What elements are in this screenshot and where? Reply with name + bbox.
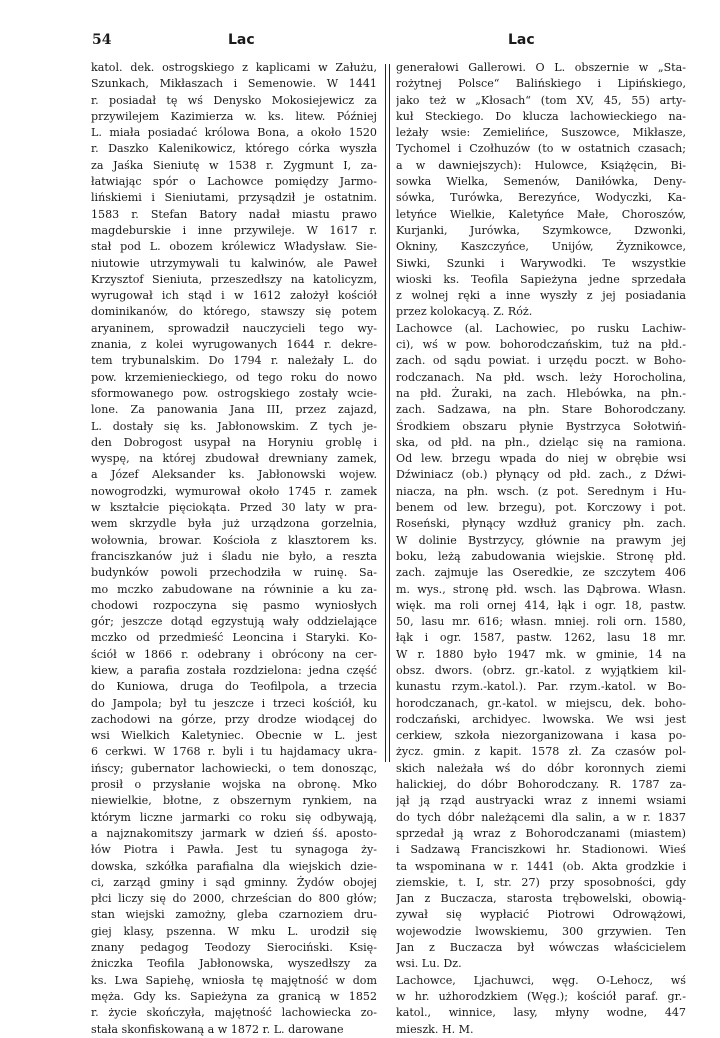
text-line: stała skonfiskowaną a w 1872 r. L. darowane (91, 1022, 344, 1036)
text-line: sformowanego pow. ostrogskiego zostały wcie- (91, 386, 377, 400)
text-line: rożytnej Polsce“ Balińskiego i Lipińskiego, (396, 77, 686, 91)
text-line: niewielkie, błotne, z obszernym rynkiem, na (91, 794, 377, 808)
text-line: L. miała posiadać królowa Bona, a około 1520 (91, 126, 377, 140)
text-line: Środkiem obszaru płynie Bystrzyca Sołotwiń- (396, 419, 686, 433)
text-line: boku, leżą zabudowania wiejskie. Stronę płd. (396, 549, 686, 563)
right-column (396, 60, 686, 1038)
text-line: wyrugował ich stąd i w 1612 założył kościół (91, 289, 377, 303)
text-line: lone. Za panowania Jana III, przez zajazd, (91, 403, 377, 417)
text-line: zach. zajmuje las Oseredkie, ze szczytem 406 (396, 566, 686, 580)
text-line: r. życie skończyła, majętność lachowiecka zo- (91, 1006, 377, 1020)
text-line: wyspę, na której zbudował drewniany zamek, (91, 452, 377, 466)
text-line: m. wys., stronę płd. wsch. las Dąbrowa. Własn. (396, 582, 686, 596)
text-line: wsi Wielkich Kaletyniec. Obecnie w L. jest (91, 729, 377, 743)
text-line: łów Piotra i Pawła. Jest tu synagoga ży- (91, 843, 377, 857)
text-line: prosił o przysłanie wojska na obronę. Mko (91, 778, 377, 792)
text-line: tem trybunalskim. Do 1794 r. należały L. do (91, 354, 377, 368)
text-line: Okniny, Kaszczyńce, Unijów, Żyznikowce, (396, 240, 686, 254)
text-line: Szunkach, Mikłaszach i Semenowie. W 1441 (91, 77, 377, 91)
text-line: a najznakomitszy jarmark w dzień śś. aposto- (91, 826, 377, 840)
text-line: płci liczy się do 2000, chrześcian do 800 głów; (91, 892, 377, 906)
text-line: więk. ma roli ornej 414, łąk i ogr. 18, pastw. (396, 598, 686, 612)
text-line: życz. gmin. z kapit. 1578 zł. Za czasów pol- (396, 745, 686, 759)
text-line: do Jampola; był tu jeszcze i trzeci kościół, ku (91, 696, 377, 710)
text-line: żniczka Teofila Jabłonowska, wyszedłszy za (91, 957, 377, 971)
text-line: chodowi rozpoczyna się pasmo wyniosłych (91, 598, 377, 612)
text-line: zachodowi na górze, przy drodze wiodącej do (91, 712, 377, 726)
page-header (0, 32, 720, 54)
text-line: ta wspominana w r. 1441 (ob. Akta grodzkie i (396, 859, 686, 873)
text-line: W dolinie Bystrzycy, głównie na prawym jej (396, 533, 686, 547)
text-line: niacza, na płn. wsch. (z pot. Serednym i Hu- (396, 484, 686, 498)
text-line: budynków powoli przechodziła w ruinę. Sa- (91, 566, 377, 580)
text-line: rodczanach. Na płd. wsch. leży Horocholina, (396, 370, 686, 384)
text-line: do Kuniowa, druga do Teofilpola, a trzecia (91, 680, 377, 694)
text-line: mo mczko zabudowane na równinie a ku za- (91, 582, 377, 596)
text-line: jął ją rząd austryacki wraz z innemi wsiami (396, 794, 686, 808)
page-number: 54 (92, 32, 112, 48)
text-line: męża. Gdy ks. Sapieżyna za granicą w 1852 (91, 989, 377, 1003)
text-line: a w dawniejszych): Hulowce, Książęcin, Bi- (396, 158, 686, 172)
text-line: Kurjanki, Jurówka, Szymkowce, Dzwonki, (396, 223, 686, 237)
text-line: Krzysztof Sieniuta, przeszedłszy na katolicyzm, (91, 272, 377, 286)
text-line: przywilejem Kazimierza w. ks. litew. Później (91, 109, 377, 123)
text-line: kunastu rzym.-katol.). Par. rzym.-katol. w Bo- (396, 680, 686, 694)
text-line: wołownia, browar. Kościoła z klasztorem ks. (91, 533, 377, 547)
text-line: giej klasy, pszenna. W mku L. urodził się (91, 924, 377, 938)
text-line: Tychomel i Czołhuzów (to w ostatnich czasach; (396, 142, 686, 156)
text-line: r. posiadał tę wś Denysko Mokosiejewicz za (91, 93, 377, 107)
text-line: Jan z Buczacza był wówczas właścicielem (396, 941, 686, 955)
text-line: magdeburskie i inne przywileje. W 1617 r. (91, 223, 377, 237)
running-head-right: Lac (508, 32, 535, 48)
text-line: skich należała wś do dóbr koronnych ziemi (396, 761, 686, 775)
text-line: katol., winnice, lasy, młyny wodne, 447 (396, 1006, 686, 1020)
column-divider (385, 64, 386, 762)
text-line: zach. od sądu powiat. i urzędu poczt. w Boho- (396, 354, 686, 368)
text-line: W r. 1880 było 1947 mk. w gminie, 14 na (396, 647, 686, 661)
text-line: jako też w „Kłosach“ (tom XV, 45, 55) arty- (396, 93, 686, 107)
text-line: wioski ks. Teofila Sapieżyna jedne sprzedała (396, 272, 686, 286)
text-line: za Jaśka Sieniutę w 1538 r. Zygmunt I, za- (91, 158, 377, 172)
text-line: ci), wś w pow. bohorodczańskim, tuż na płd.- (396, 338, 686, 352)
text-line: ińscy; gubernator lachowiecki, o tem donosząc, (91, 761, 377, 775)
text-line: benem od lew. brzegu), pot. Korczowy i pot. (396, 501, 686, 515)
text-line: zach. Sadzawa, na płn. Stare Bohorodczany. (396, 403, 686, 417)
text-line: znania, z kolei wyrugowanych 1644 r. dekre- (91, 338, 377, 352)
text-line: Lachowce (al. Lachowiec, po rusku Lachiw- (396, 321, 686, 335)
text-line: kiew, a parafia została rozdzielona: jedna część (91, 663, 377, 677)
text-line: na płd. Żuraki, na zach. Hlebówka, na płn.- (396, 386, 686, 400)
text-line: L. dostały się ks. Jabłonowskim. Z tych je- (91, 419, 377, 433)
text-line: ściół w 1866 r. odebrany i obrócony na cer- (91, 647, 377, 661)
text-line: mieszk. H. M. (396, 1022, 474, 1036)
left-column (91, 60, 377, 1038)
text-line: a Józef Aleksander ks. Jabłonowski wojew. (91, 468, 377, 482)
text-line: Lachowce, Ljachuwci, węg. O-Lehocz, wś (396, 973, 686, 987)
text-line: gór; jeszcze dotąd egzystują wały oddzielające (91, 615, 377, 629)
text-line: Dźwiniacz (ob.) płynący od płd. zach., z Dźwi- (396, 468, 686, 482)
text-line: letyńce Wielkie, Kaletyńce Małe, Choroszów, (396, 207, 686, 221)
text-line: sprzedał ją wraz z Bohorodczanami (miastem) (396, 826, 686, 840)
text-line: Jan z Buczacza, starosta trębowelski, obowią- (396, 892, 686, 906)
text-line: ks. Lwa Sapiehę, wniosła tę majętność w dom (91, 973, 377, 987)
text-line: z wolnej ręki a inne wyszły z jej posiadania (396, 289, 686, 303)
text-line: aryaninem, sprowadził nauczycieli tego wy- (91, 321, 377, 335)
text-line: przez kolokacyą. Z. Róż. (396, 305, 533, 319)
text-line: łąk i ogr. 1587, pastw. 1262, lasu 18 mr. (396, 631, 686, 645)
text-line: sowka Wielka, Semenów, Daniłówka, Deny- (396, 175, 686, 189)
text-line: Roseński, płynący wzdłuż granicy płn. zach. (396, 517, 686, 531)
text-line: stan wiejski zamożny, gleba czarnoziem dru- (91, 908, 377, 922)
text-line: wem skrzydle była już urządzona gorzelnia, (91, 517, 377, 531)
text-line: wojewodzie lwowskiemu, 300 grzywien. Ten (396, 924, 686, 938)
text-line: i Sadzawą Franciszkowi hr. Stadionowi. Wieś (396, 843, 686, 857)
text-line: Siwki, Szunki i Warywodki. Te wszystkie (396, 256, 686, 270)
text-line: stał pod L. obozem królewicz Władysław. Sie- (91, 240, 377, 254)
text-line: mczko od przedmieść Leoncina i Staryki. Ko- (91, 631, 377, 645)
text-line: łatwiając spór o Lachowce pomiędzy Jarmo- (91, 175, 377, 189)
text-line: lińskiemi i Sieniutami, przysądził je ostatnim. (91, 191, 377, 205)
text-line: pow. krzemienieckiego, od tego roku do nowo (91, 370, 377, 384)
text-line: ska, od płd. na płn., dzieląc się na ramiona. (396, 435, 686, 449)
text-line: niutowie utrzymywali tu kalwinów, ale Paweł (91, 256, 377, 270)
text-line: wsi. Lu. Dz. (396, 957, 462, 971)
text-line: katol. dek. ostrogskiego z kaplicami w Załużu, (91, 61, 377, 74)
text-line: horodczanach, gr.-katol. w miejscu, dek. boho- (396, 696, 686, 710)
text-line: ci, zarząd gminy i sąd gminny. Żydów obojej (91, 875, 377, 889)
text-line: franciszkanów już i śladu nie było, a reszta (91, 549, 377, 563)
text-line: zywał się wypłacić Piotrowi Odrowążowi, (396, 908, 686, 922)
text-line: generałowi Gallerowi. O L. obszernie w „Sta- (396, 61, 686, 74)
text-line: cerkiew, szkoła niezorganizowana i kasa po- (396, 729, 686, 743)
text-line: do tych dóbr należącemi dla salin, a w r. 1837 (396, 810, 686, 824)
text-line: leżały wsie: Zemielińce, Suszowce, Mikłasze, (396, 126, 686, 140)
text-line: 6 cerkwi. W 1768 r. byli i tu hajdamacy ukra- (91, 745, 377, 759)
text-line: halickiej, do dóbr Bohorodczany. R. 1787 za- (396, 778, 686, 792)
text-line: den Dobrogost usypał na Horyniu groblę i (91, 435, 377, 449)
text-line: 1583 r. Stefan Batory nadał miastu prawo (91, 207, 377, 221)
text-line: r. Daszko Kalenikowicz, którego córka wyszła (91, 142, 377, 156)
text-line: 50, lasu mr. 616; własn. mniej. roli orn. 1580, (396, 615, 686, 629)
text-line: rodczański, archidyec. lwowska. We wsi jest (396, 712, 686, 726)
text-line: kuł Steckiego. Do klucza lachowieckiego na- (396, 109, 686, 123)
column-divider (389, 64, 390, 762)
text-line: ziemskie, t. I, str. 27) przy sposobności, gdy (396, 875, 686, 889)
text-line: sówka, Turówka, Berezyńce, Wodyczki, Ka- (396, 191, 686, 205)
text-line: obsz. dwors. (obrz. gr.-katol. z wyjątkiem kil- (396, 663, 686, 677)
text-line: którym liczne jarmarki co roku się odbywają, (91, 810, 377, 824)
text-line: dominikanów, do którego, stawszy się potem (91, 305, 377, 319)
text-line: nowogrodzki, wymurował około 1745 r. zamek (91, 484, 377, 498)
text-line: Od lew. brzegu wpada do niej w obrębie wsi (396, 452, 686, 466)
running-head-left: Lac (228, 32, 255, 48)
text-line: w hr. użhorodzkiem (Węg.); kościół paraf. gr.- (396, 989, 686, 1003)
text-line: dowska, szkółka parafialna dla wiejskich dzie- (91, 859, 377, 873)
text-line: w kształcie pięciokąta. Przed 30 laty w pra- (91, 501, 377, 515)
text-line: znany pedagog Teodozy Sierociński. Księ- (91, 941, 377, 955)
